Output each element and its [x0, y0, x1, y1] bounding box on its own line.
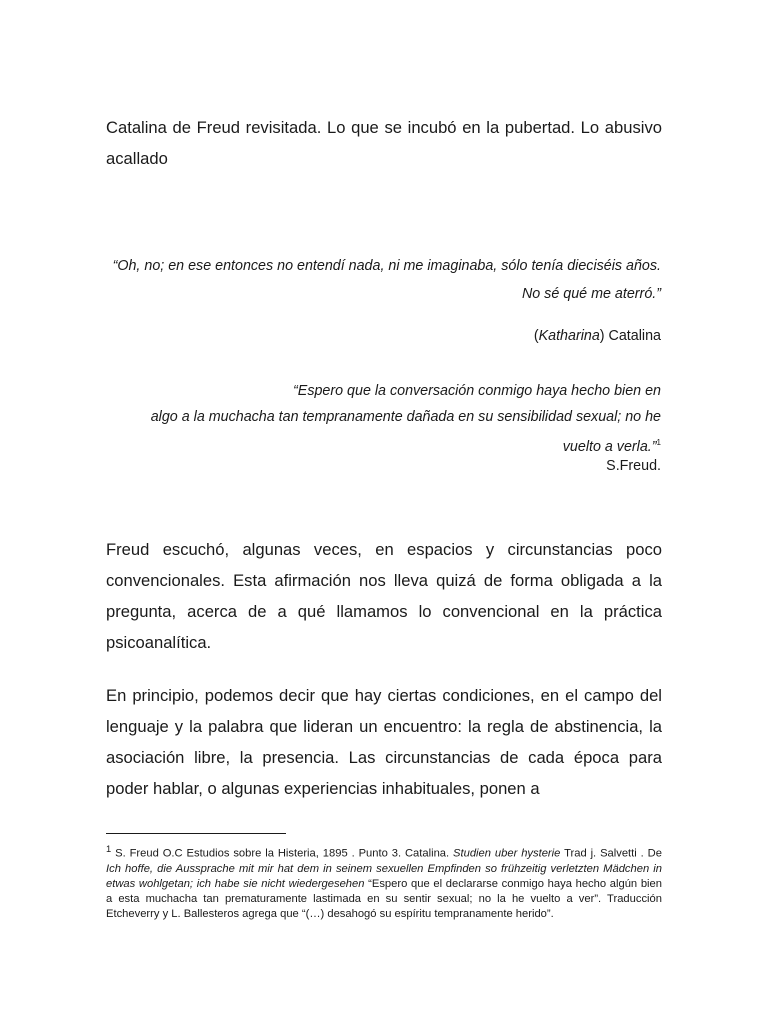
footnote-german-quote: Ich hoffe, die Aussprache mit mir hat dem in seinem sexuellen Empfinden so frühzeitig verletzten Mädchen in etwas wohlgetan; ich habe sie nicht wiedergesehen — [106, 862, 662, 890]
epigraph2-line1: “Espero que la conversación conmigo haya hecho bien en — [293, 383, 661, 399]
footnote — [106, 842, 662, 922]
footnote-text-c: “Espero que el declararse conmigo haya hecho algún bien a esta muchacha tan prematuramente lastimada en su sentir sexual; no la he vuelto a ver”. Traducción Etcheverry y L. Ballesteros agrega que “(…) desahogó su espíritu tempranamente herido”. — [106, 877, 662, 920]
footnote-text-b: Trad j. Salvetti . De — [560, 847, 662, 860]
footnote-title-italic: Studien uber hysterie — [453, 847, 561, 860]
epigraph-quote-1: “Oh, no; en ese entonces no entendí nada, ni me imaginaba, sólo tenía dieciséis años. No sé qué me aterró.” — [112, 258, 661, 302]
attribution-name: Catalina — [608, 328, 661, 344]
footnote-separator — [106, 833, 286, 834]
footnote-reference[interactable]: 1 — [656, 438, 661, 447]
attribution-original-name: Katharina — [538, 328, 600, 344]
footnote-marker: 1 — [106, 844, 112, 854]
body-paragraph-2: En principio, podemos decir que hay ciertas condiciones, en el campo del lenguaje y la palabra que lideran un encuentro: la regla de abstinencia, la asociación libre, la presencia. Las circunstancias de cada época para poder hablar, o algunas experiencias inhabituales, ponen a — [106, 686, 662, 798]
document-title: Catalina de Freud revisitada. Lo que se incubó en la pubertad. Lo abusivo acallado — [106, 118, 662, 168]
footnote-text-a: S. Freud O.C Estudios sobre la Histeria, 1895 . Punto 3. Catalina. — [111, 847, 454, 860]
epigraph2-line3: vuelto a verla.” — [562, 438, 657, 455]
epigraph2-line2: algo a la muchacha tan tempranamente dañada en su sensibilidad sexual; no he — [150, 409, 661, 425]
epigraph-quote-2 — [101, 378, 661, 460]
epigraph-attribution-2: S.Freud. — [606, 458, 661, 474]
epigraph-attribution-1: (Katharina) Catalina — [533, 328, 661, 344]
body-paragraph-1: Freud escuchó, algunas veces, en espacios y circunstancias poco convencionales. Esta afirmación nos lleva quizá de forma obligada a la pregunta, acerca de a qué llamamos lo convencional en la práctica psicoanalítica. — [106, 540, 662, 652]
